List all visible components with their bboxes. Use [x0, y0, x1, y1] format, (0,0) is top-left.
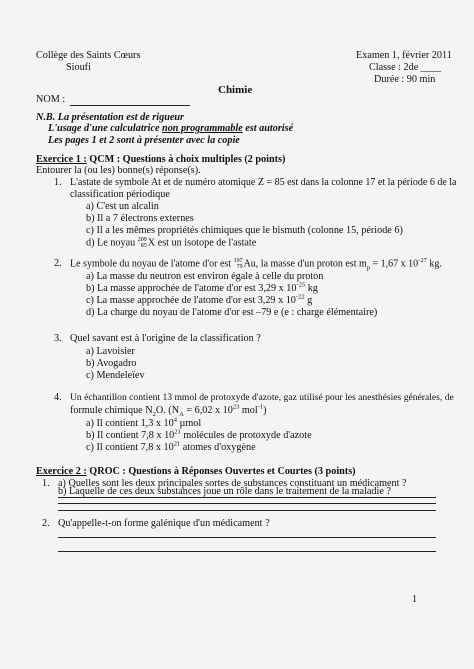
q2-option-c[interactable]: [86, 295, 312, 307]
exercise-2-heading: QROC : Questions à Réponses Ouvertes et Courtes (3 points): [86, 466, 356, 477]
q2-option-b[interactable]: [86, 283, 318, 295]
q4-option-b[interactable]: [86, 430, 312, 442]
q3-number: 3.: [54, 333, 62, 344]
q4-option-c-end: atomes d'oxygène: [180, 442, 256, 453]
q2-option-b-end: kg: [305, 283, 318, 294]
q4-line-2-end: ): [263, 405, 267, 416]
exercise-1-heading: QCM : Questions à choix multiples (2 points): [86, 154, 286, 165]
ex2-q2: Qu'appelle-t-on forme galénique d'un médicament ?: [58, 518, 270, 529]
q4-option-a-exp: 4: [173, 416, 177, 424]
q2-option-a[interactable]: a) La masse du neutron est environ égale à celle du proton: [86, 271, 324, 282]
note-line-2: [48, 123, 293, 135]
q1-line-2: classification périodique: [70, 189, 170, 200]
q2-isotope-mass: 197: [233, 258, 243, 264]
q4-line-2-sub: 2: [152, 411, 156, 419]
note-line-1: N.B. La présentation est de rigueur: [36, 112, 185, 123]
q4-option-a[interactable]: [86, 418, 201, 430]
note-line-2-underlined: non programmable: [162, 123, 243, 134]
q2-option-b-exp: -25: [296, 281, 306, 289]
q2-number: 2.: [54, 258, 62, 269]
q4-option-b-end: molécules de protoxyde d'azote: [180, 430, 312, 441]
ex2-q1a: a) Quelles sont les deux principales sortes de substances constituant un médicament ?: [58, 478, 407, 489]
name-label: NOM :: [36, 94, 66, 105]
ex2-q2-number: 2.: [42, 518, 50, 529]
q1-number: 1.: [54, 177, 62, 188]
q4-line-2-val: = 6,02 x 10: [183, 405, 233, 416]
q2-line-1-sub: p: [366, 264, 371, 272]
q4-line-2-exp: 23: [232, 403, 240, 411]
q1-isotope-mass: 209: [137, 237, 147, 243]
q3-option-c[interactable]: c) Mendeleïev: [86, 370, 145, 381]
q2-line-1-end: kg.: [426, 258, 442, 270]
exercise-1-label: Exercice 1 :: [36, 154, 87, 165]
note-line-2-post: est autorisé: [242, 123, 294, 134]
q1-line-1: L'astate de symbole At et de numéro atomique Z = 85 est dans la colonne 17 et la période 6 de la: [70, 177, 457, 188]
q4-line-2-sub2: A: [179, 411, 184, 419]
name-answer-line: [70, 105, 190, 106]
exam-title: Examen 1, février 2011: [356, 50, 452, 61]
q4-option-c-pre: c) Il contient 7,8 x 10: [86, 442, 174, 453]
q2-line-1-exp: -27: [418, 256, 427, 264]
school-location: Sioufi: [66, 62, 91, 73]
q4-number: 4.: [54, 392, 62, 403]
q2-option-c-exp: -22: [295, 293, 305, 301]
q2-option-d[interactable]: d) La charge du noyau de l'atome d'or est –79 e (e : charge élémentaire): [86, 307, 378, 318]
page-number: 1: [412, 594, 418, 605]
q2-option-c-pre: c) La masse approchée de l'atome d'or est 3,29 x 10: [86, 295, 296, 306]
q1-option-d-pre: d) Le noyau: [86, 237, 138, 249]
q4-option-a-end: µmol: [176, 418, 202, 429]
q4-line-2: [70, 405, 267, 417]
q3-option-a[interactable]: a) Lavoisier: [86, 346, 135, 357]
exercise-1-instruction: Entourer la (ou les) bonne(s) réponse(s).: [36, 165, 201, 176]
q4-option-b-pre: b) Il contient 7,8 x 10: [86, 430, 175, 441]
duration-label: Durée : 90 min: [374, 74, 436, 85]
q1-isotope-z: 85: [140, 243, 147, 249]
q4-line-2-unit: mol: [239, 405, 258, 416]
q3-option-b[interactable]: b) Avogadro: [86, 358, 137, 369]
q4-line-2-mid: O. (N: [155, 405, 180, 416]
q2-line-1: [70, 258, 442, 270]
q1-option-c[interactable]: c) Il a les mêmes propriétés chimiques que le bismuth (colonne 15, période 6): [86, 225, 403, 236]
q4-option-a-pre: a) Il contient 1,3 x 10: [86, 418, 174, 429]
q1-option-a[interactable]: a) C'est un alcalin: [86, 201, 159, 212]
q1-option-b[interactable]: b) Il a 7 électrons externes: [86, 213, 194, 224]
q1-isotope-notation: [138, 237, 147, 249]
q2-option-c-end: g: [304, 295, 313, 306]
q2-option-b-pre: b) La masse approchée de l'atome d'or est 3,29 x 10: [86, 283, 297, 294]
ex2-q1-number: 1.: [42, 478, 50, 489]
q1-option-d-post: X est un isotope de l'astate: [147, 237, 257, 249]
q2-line-1-pre: Le symbole du noyau de l'atome d'or est: [70, 258, 234, 270]
q2-isotope-z: 79: [236, 264, 243, 270]
q4-line-2-exp2: -1: [257, 403, 264, 411]
exercise-2-title: [36, 466, 356, 478]
ex2-q1b: b) Laquelle de ces deux substances joue un rôle dans le traitement de la maladie ?: [58, 486, 391, 497]
q4-option-c-exp: 21: [173, 440, 181, 448]
q2-line-1-mid: Au, la masse d'un proton est m: [243, 258, 367, 270]
q3-line-1: Quel savant est à l'origine de la classification ?: [70, 333, 261, 344]
class-label: Classe : 2de ____: [369, 62, 442, 73]
q2-line-1-val: = 1,67 x 10: [370, 258, 419, 270]
q4-option-b-exp: 21: [174, 428, 181, 436]
ex2-q2-answer-line-2[interactable]: [58, 551, 436, 552]
q1-option-d[interactable]: [86, 237, 256, 250]
school-name: Collège des Saints Cœurs: [36, 50, 141, 61]
note-line-3: Les pages 1 et 2 sont à présenter avec la copie: [48, 135, 240, 146]
ex2-q1b-answer-line-1[interactable]: [58, 503, 436, 504]
subject-title: Chimie: [218, 84, 253, 96]
q2-isotope-notation: [234, 258, 243, 270]
exercise-2-label: Exercice 2 :: [36, 466, 87, 477]
q4-option-c[interactable]: [86, 442, 256, 454]
ex2-q1a-answer-line-2[interactable]: [58, 510, 436, 511]
ex2-q2-answer-line-1[interactable]: [58, 537, 436, 538]
q4-line-1: Un échantillon contient 13 mmol de protoxyde d'azote, gaz utilisé pour les anesthésies générales, de: [70, 392, 454, 403]
q4-line-2-pre: formule chimique N: [70, 405, 153, 416]
note-line-2-pre: L'usage d'une calculatrice: [48, 123, 163, 134]
